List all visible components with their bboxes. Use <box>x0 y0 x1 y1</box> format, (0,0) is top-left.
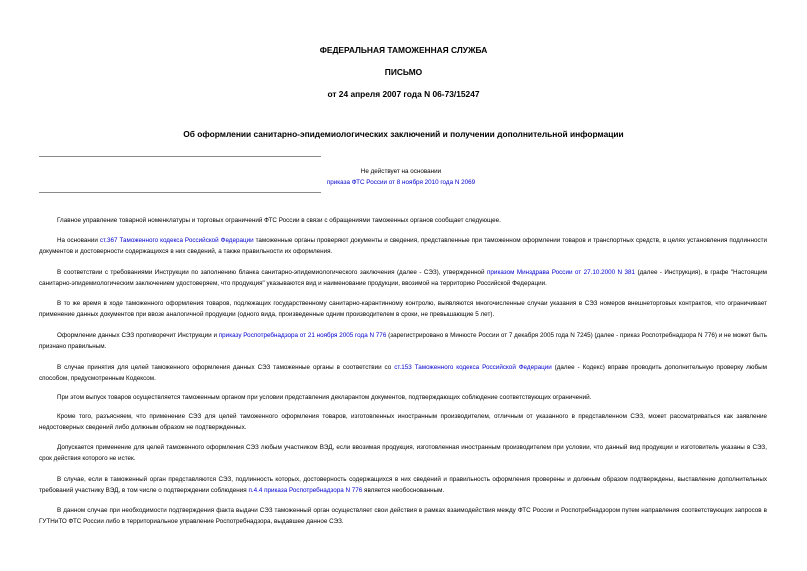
paragraph-text: является необоснованным. <box>362 486 445 494</box>
paragraph-text: таможенные органы проверяют документы и сведения, представленные при таможенном оформлении товаров и транспортных средств, в целях установления подлинности документов и достоверности содержащихся в них сведений, а также правильности их оформления. <box>39 237 767 255</box>
paragraph-8 <box>39 412 767 433</box>
paragraph-text: Главное управление товарной номенклатуры и торговых ограничений ФТС России в связи с обращениями таможенных органов сообщает следующее. <box>57 217 501 224</box>
status-link-row <box>321 178 481 188</box>
paragraph-text: В данном случае при необходимости подтверждения факта выдачи СЭЗ таможенный орган осуществляет свои действия в рамках взаимодействия между ФТС России и Роспотребнадзором путем направления соответствующих запросов в ГУТНиТО ФТС России либо в территориальное управление Роспотребнадзора, выдавшее данное СЭЗ. <box>39 507 767 525</box>
document-date-number: от 24 апреля 2007 года N 06-73/15247 <box>327 89 480 99</box>
agency-name: ФЕДЕРАЛЬНАЯ ТАМОЖЕННАЯ СЛУЖБА <box>319 45 488 55</box>
paragraph-text: (зарегистрировано в Минюсте России от 7 декабря 2005 года N 7245) (далее - приказ Роспотребнадзора N 776) и не может быть признано правильным. <box>39 332 767 350</box>
document-title: Об оформлении санитарно-эпидемиологических заключений и получении дополнительной информации <box>183 129 624 139</box>
paragraph-6 <box>39 363 767 384</box>
paragraph-text: Допускается применение для целей таможенного оформления СЭЗ любым участником ВЭД, если ввозимая продукция, изготовленная иностранным производителем при условии, что данный вид продукции и изготовитель указаны в СЭЗ, срок действия которого не истек. <box>39 444 767 462</box>
status-note: Не действует на основании <box>360 168 442 175</box>
divider-top <box>39 156 321 157</box>
document-type: ПИСЬМО <box>384 67 423 77</box>
paragraph-5 <box>39 331 767 352</box>
paragraph-text: На основании <box>57 237 100 244</box>
paragraph-text: Кроме того, разъясняем, что применение СЭЗ для целей таможенного оформления товаров, изготовленных иностранным производителем, отличным от указанного в представленном СЭЗ, может рассматриваться как заявление недостоверных сведений либо должным образом не подтвержденных. <box>39 413 767 431</box>
paragraph-text: В случае, если в таможенный орган представляются СЭЗ, подлинность которых, достоверность содержащихся в них сведений и правильность оформления проверены и должным образом подтверждены, выставление дополнительных требований участнику ВЭД, в том числе о подтверждении соблюдения <box>39 476 767 494</box>
paragraph-10 <box>39 475 767 496</box>
inline-link[interactable]: ст.153 Таможенного кодекса Российской Федерации <box>394 364 552 371</box>
inline-link[interactable]: п.4.4 приказа Роспотребнадзора N 776 <box>248 486 363 494</box>
paragraph-7 <box>39 393 767 404</box>
paragraph-text: (далее - Кодекс) вправе проводить дополнительную проверку любым способом, предусмотренным Кодексом. <box>39 364 767 382</box>
divider-bottom <box>39 192 321 193</box>
paragraph-4 <box>39 299 767 320</box>
paragraph-3 <box>39 268 767 289</box>
inline-link[interactable]: приказу Роспотребнадзора от 21 ноября 2005 года N 776 <box>218 332 387 339</box>
paragraph-text: В то же время в ходе таможенного оформления товаров, подлежащих государственному санитарно-карантинному контролю, выявляются многочисленные случаи указания в СЭЗ номеров внешнеторговых контрактов, что ограничивает применение данных документов при ввозе аналогичной продукции (одного вида, произведенные одним производителем в сроки, не превышающие 5 лет). <box>39 300 767 318</box>
paragraph-1 <box>39 216 767 227</box>
paragraph-2 <box>39 236 767 257</box>
paragraph-text: В соответствии с требованиями Инструкции по заполнению бланка санитарно-эпидемиологического заключения (далее - СЭЗ), утвержденной <box>57 269 488 276</box>
paragraph-text: При этом выпуск товаров осуществляется таможенным органом при условии представления декларантом документов, подтверждающих соблюдение соответствующих ограничений. <box>57 394 592 401</box>
status-order-link[interactable]: приказа ФТС России от 8 ноября 2010 года N 2069 <box>326 179 476 186</box>
paragraph-text: (далее - Инструкция), в графе "Настоящим санитарно-эпидемиологическим заключением удостоверяем, что продукция" указываются вид и наименование продукции, ввозимой на территорию Российской Федерации. <box>39 269 767 287</box>
inline-link[interactable]: приказом Минздрава России от 27.10.2000 N 381 <box>487 269 636 276</box>
inline-link[interactable]: ст.367 Таможенного кодекса Российской Федерации <box>99 237 254 244</box>
paragraph-11 <box>39 506 767 527</box>
paragraph-text: В случае принятия для целей таможенного оформления данных СЭЗ таможенные органы в соответствии со <box>57 364 395 371</box>
paragraph-text: Оформление данных СЭЗ противоречит Инструкции и <box>57 332 219 339</box>
paragraph-9 <box>39 443 767 464</box>
